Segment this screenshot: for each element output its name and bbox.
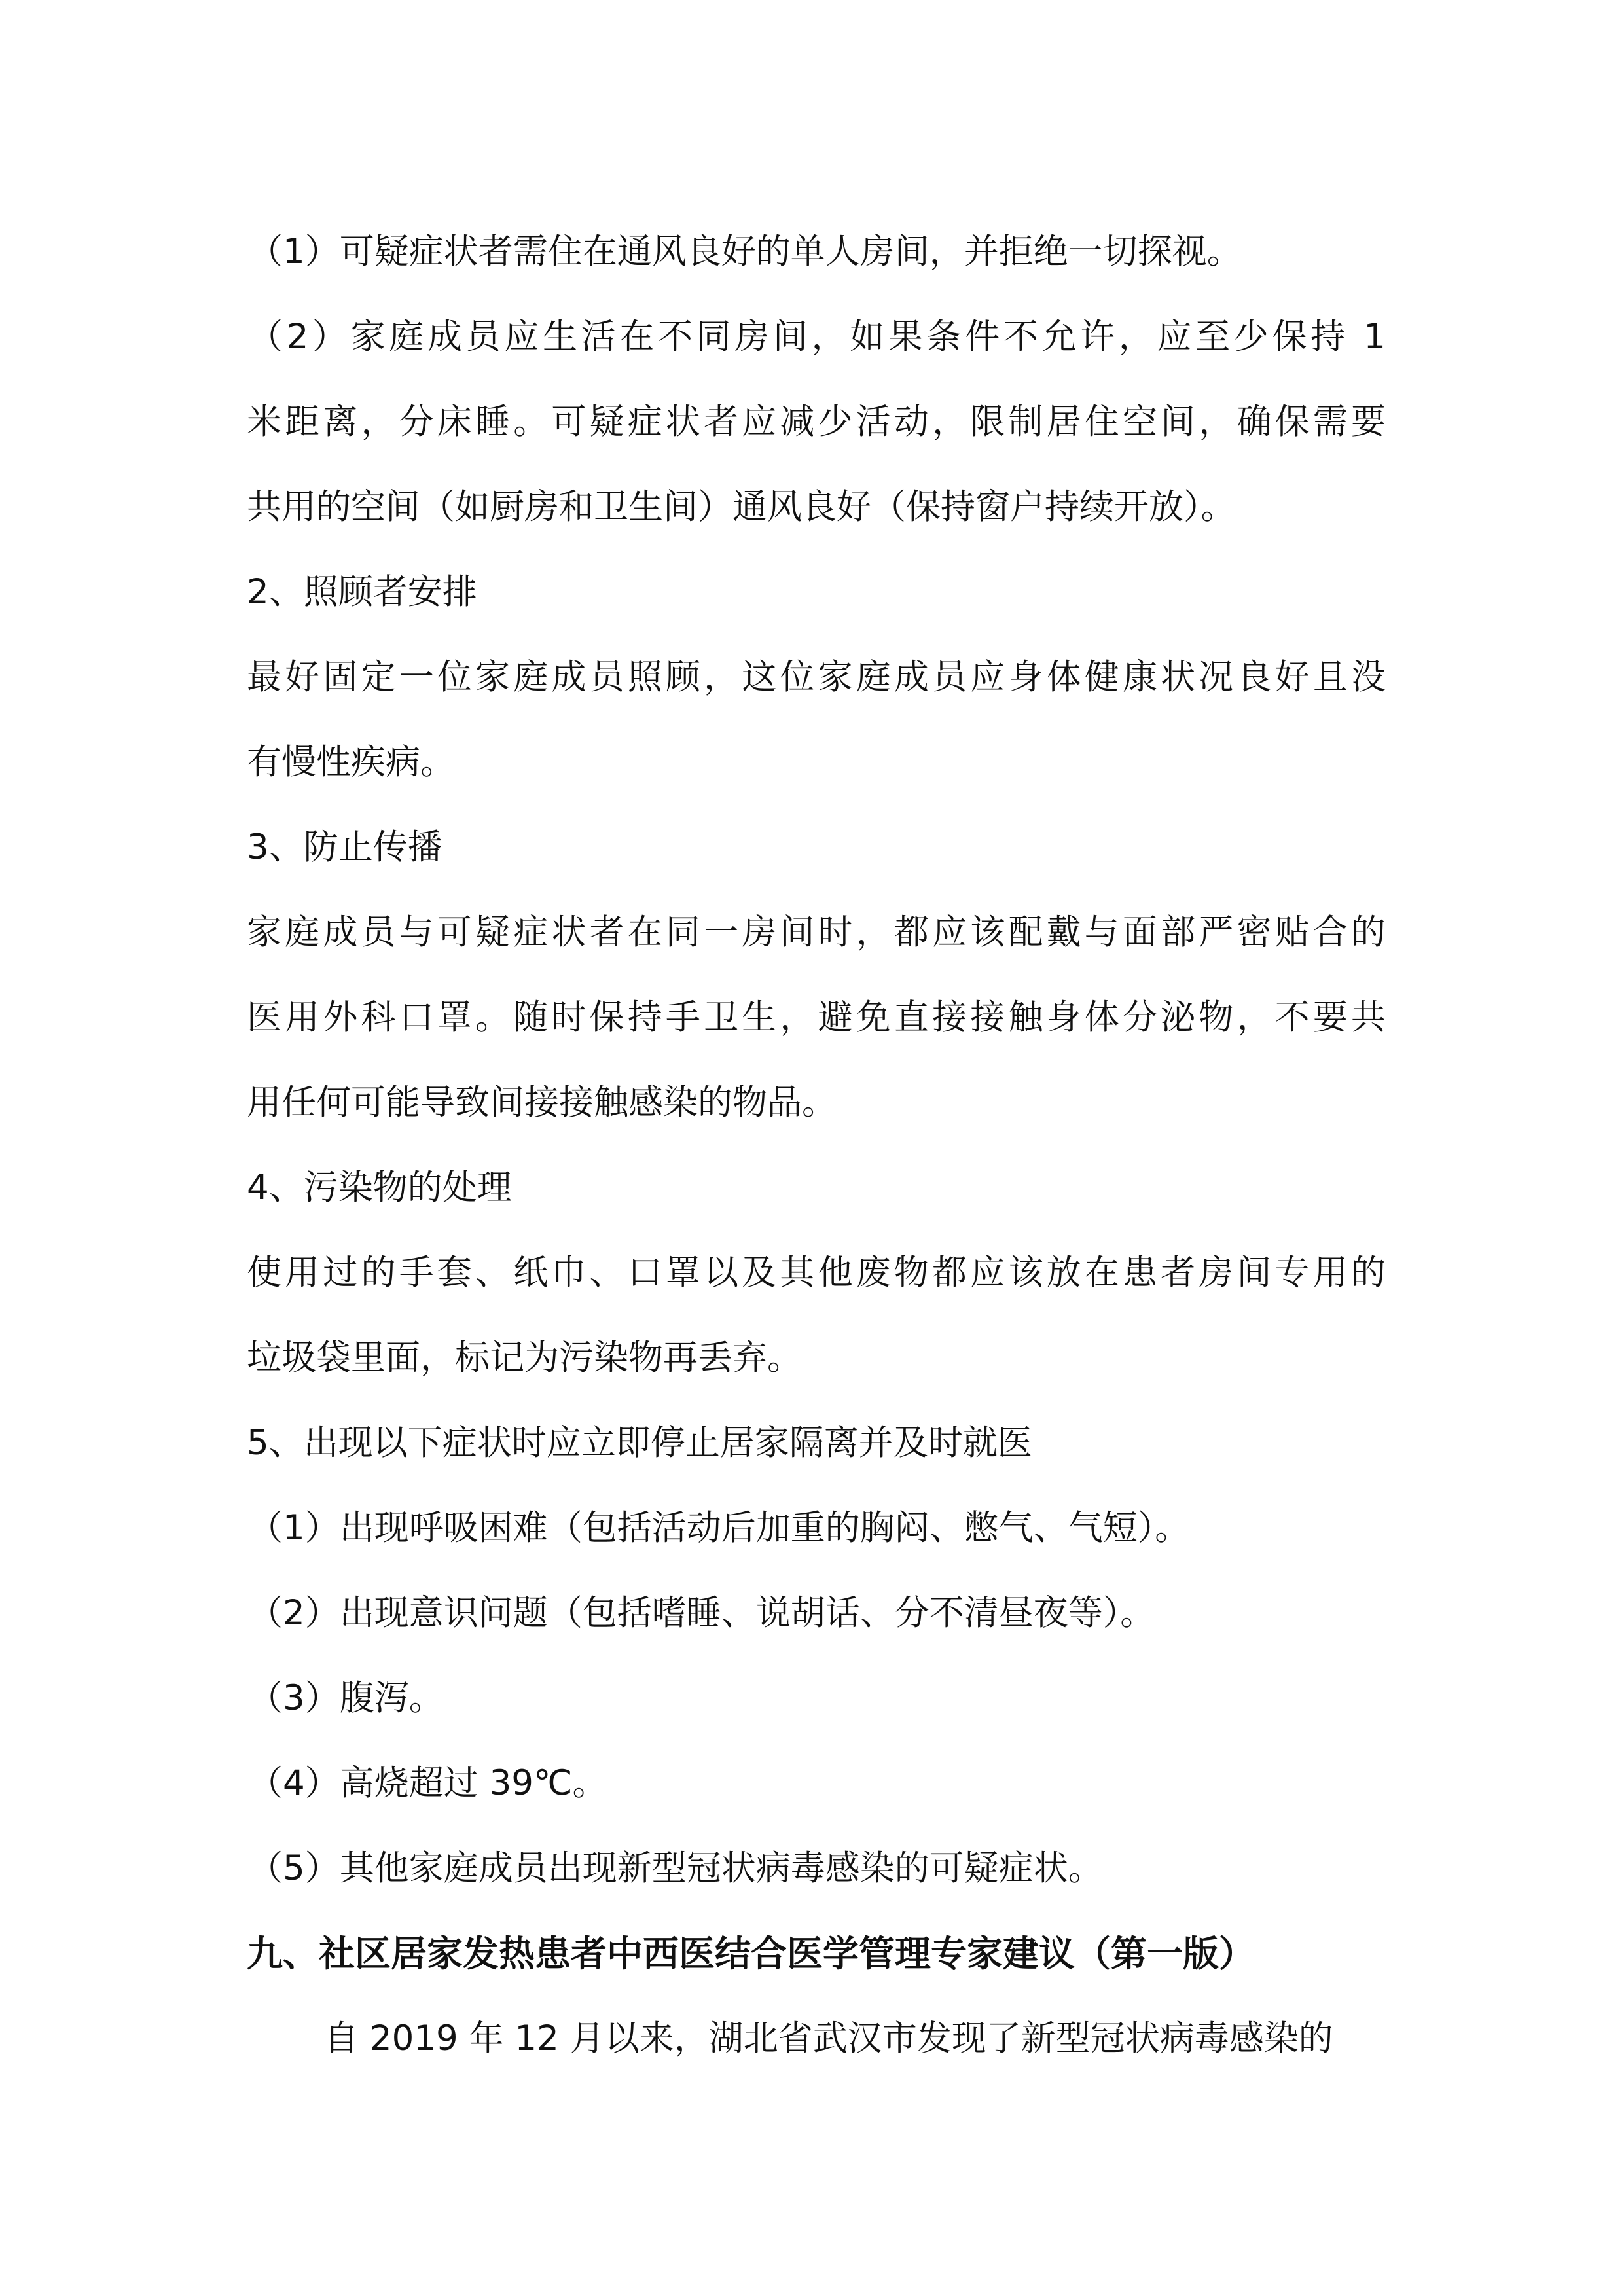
list-item-isolation-room: （1）可疑症状者需住在通风良好的单人房间，并拒绝一切探视。 [248,232,1242,272]
paragraph-line: 用任何可能导致间接接触感染的物品。 [247,1083,837,1122]
list-item-consciousness: （2）出现意识问题（包括嗜睡、说胡话、分不清昼夜等）。 [248,1593,1155,1633]
paragraph-line: 医用外科口罩。随时保持手卫生，避免直接接触身体分泌物，不要共 [247,997,1386,1037]
paragraph-line: 共用的空间（如厨房和卫生间）通风良好（保持窗户持续开放）。 [247,487,1236,527]
paragraph-line: 有慢性疾病。 [247,742,455,782]
paragraph-line: 垃圾袋里面，标记为污染物再丢弃。 [247,1338,802,1378]
section-heading-seek-care: 5、出现以下症状时应立即停止居家隔离并及时就医 [247,1423,1032,1463]
list-item-separate-rooms: （2）家庭成员应生活在不同房间，如果条件不允许，应至少保持 1 [248,317,1386,357]
section-heading-prevent-spread: 3、防止传播 [247,827,442,867]
section-heading-caregiver: 2、照顾者安排 [247,572,477,612]
list-item-family-symptoms: （5）其他家庭成员出现新型冠状病毒感染的可疑症状。 [248,1848,1103,1888]
list-item-fever: （4）高烧超过 39℃。 [248,1763,607,1803]
paragraph-line: 米距离，分床睡。可疑症状者应减少活动，限制居住空间，确保需要 [247,402,1386,442]
list-item-diarrhea: （3）腹泻。 [248,1678,444,1718]
section-heading-contaminants: 4、污染物的处理 [247,1168,512,1208]
paragraph-line: 最好固定一位家庭成员照顾，这位家庭成员应身体健康状况良好且没 [247,657,1386,697]
document-body [247,209,1386,2081]
paragraph-line: 家庭成员与可疑症状者在同一房间时，都应该配戴与面部严密贴合的 [247,912,1386,952]
chapter-heading: 九、社区居家发热患者中西医结合医学管理专家建议（第一版） [247,1933,1255,1975]
paragraph-line: 使用过的手套、纸巾、口罩以及其他废物都应该放在患者房间专用的 [247,1253,1386,1293]
list-item-breathing: （1）出现呼吸困难（包括活动后加重的胸闷、憋气、气短）。 [248,1508,1190,1548]
paragraph-line: 自 2019 年 12 月以来，湖北省武汉市发现了新型冠状病毒感染的 [324,2018,1333,2058]
